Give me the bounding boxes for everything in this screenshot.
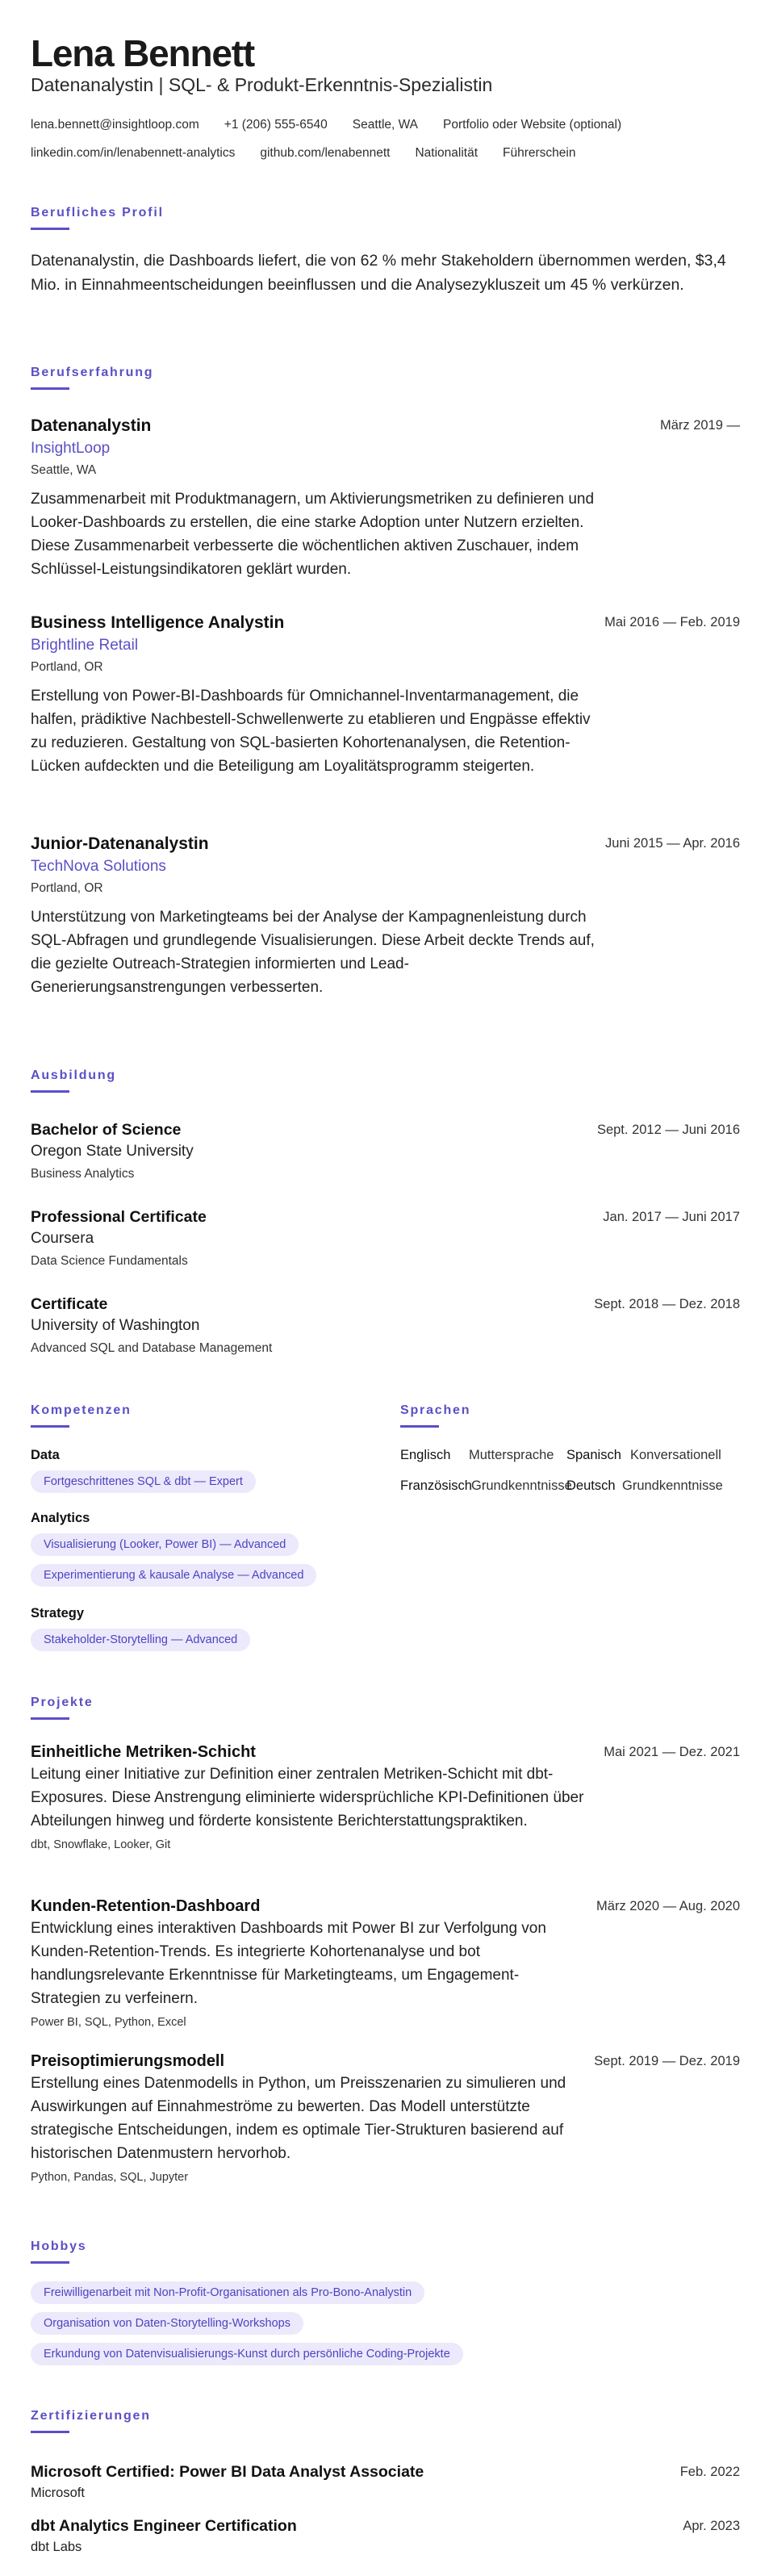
- skill-category: Analytics: [31, 1511, 90, 1525]
- project-entry: [31, 1742, 740, 1853]
- job-location: Portland, OR: [31, 660, 103, 674]
- education-dates: Sept. 2012 — Juni 2016: [596, 1123, 740, 1137]
- contact-email[interactable]: lena.bennett@insightloop.com: [31, 118, 199, 132]
- job-company: Brightline Retail: [31, 637, 139, 654]
- job-description: Erstellung von Power-BI-Dashboards für Omnichannel-Inventarmanagement, die halfen, prädiktive Nachbestell-Schwellenwerte zu etablieren und Engpässe effektiv zu reduzieren. Gestaltung von SQL-basierten Kohortenanalysen, die Retention-Lücken aufdeckten und die Beteiligung am Loyalitätsprogramm steigerten.: [31, 688, 591, 775]
- job-dates: Juni 2015 — Apr. 2016: [605, 836, 740, 851]
- experience-entry: [31, 833, 740, 999]
- project-tech-stack: Python, Pandas, SQL, Jupyter: [31, 2171, 189, 2184]
- certification-title: Microsoft Certified: Power BI Data Analyst Associate: [31, 2463, 424, 2481]
- project-dates: Mai 2021 — Dez. 2021: [604, 1745, 740, 1759]
- section-divider: [31, 387, 69, 390]
- project-tech-stack: Power BI, SQL, Python, Excel: [31, 2016, 186, 2029]
- certification-issuer: Microsoft: [31, 2486, 85, 2500]
- job-company: InsightLoop: [31, 440, 111, 457]
- contact-drivers-license: Führerschein: [503, 146, 576, 160]
- section-title-profile: Berufliches Profil: [31, 206, 164, 220]
- job-location: Seattle, WA: [31, 463, 97, 477]
- project-description: Entwicklung eines interaktiven Dashboards mit Power BI zur Verfolgung von Kunden-Retention-Trends. Es integrierte Kohortenanalyse und bot handlungsrelevante Erkenntnisse für Marketingteams, um Engagement-Strategien zu verfeinern.: [31, 1920, 546, 2007]
- section-title-projects: Projekte: [31, 1696, 94, 1709]
- job-description: Unterstützung von Marketingteams bei der Analyse der Kampagnenleistung durch SQL-Abfragen und grundlegende Visualisierungen. Diese Arbeit deckte Trends auf, die gezielte Outreach-Strategien informierten und Lead-Generierungsanstrengungen verbesserten.: [31, 909, 595, 996]
- section-title-hobbies: Hobbys: [31, 2239, 87, 2253]
- education-field: Business Analytics: [31, 1167, 135, 1181]
- candidate-name: Lena Bennett: [31, 32, 254, 74]
- education-dates: Sept. 2018 — Dez. 2018: [594, 1297, 740, 1311]
- contact-portfolio[interactable]: Portfolio oder Website (optional): [443, 118, 622, 132]
- job-description: Zusammenarbeit mit Produktmanagern, um Aktivierungsmetriken zu definieren und Looker-Dashboards zu erstellen, die eine starke Adoption unter Nutzern erzielten. Diese Zusammenarbeit verbesserte die wöchentlichen aktiven Zuschauer, indem Schlüssel-Leistungsindikatoren geklärt wurden.: [31, 491, 595, 578]
- skill-category: Data: [31, 1448, 60, 1462]
- skill-category: Strategy: [31, 1606, 85, 1620]
- education-entry: [31, 1206, 740, 1270]
- experience-entry: [31, 612, 740, 778]
- language-name: Spanisch: [566, 1448, 621, 1462]
- experience-entry: [31, 415, 740, 581]
- certification-entry: [31, 2515, 740, 2556]
- job-title: Business Intelligence Analystin: [31, 613, 285, 632]
- education-institution: Coursera: [31, 1230, 94, 1247]
- language-name: Französisch: [400, 1478, 472, 1493]
- education-degree: Bachelor of Science: [31, 1121, 182, 1139]
- certification-date: Apr. 2023: [683, 2519, 740, 2533]
- project-description: Leitung einer Initiative zur Definition einer zentralen Metriken-Schicht mit dbt-Exposures. Diese Anstrengung eliminierte widersprüchliche KPI-Definitionen über Abteilungen hinweg und förderte konsistente Berichterstattungspraktiken.: [31, 1766, 584, 1830]
- project-entry: [31, 2051, 740, 2185]
- hobby-pill: Freiwilligenarbeit mit Non-Profit-Organisationen als Pro-Bono-Analystin: [31, 2281, 424, 2304]
- contact-row-2: [31, 145, 601, 161]
- skill-pill: Fortgeschrittenes SQL & dbt — Expert: [31, 1470, 256, 1493]
- language-level: Grundkenntnisse: [471, 1478, 572, 1493]
- education-institution: Oregon State University: [31, 1143, 194, 1160]
- education-institution: University of Washington: [31, 1317, 200, 1334]
- section-divider: [31, 2261, 69, 2264]
- section-divider: [31, 2431, 69, 2433]
- certification-issuer: dbt Labs: [31, 2540, 82, 2554]
- hobby-pill: Erkundung von Datenvisualisierungs-Kunst durch persönliche Coding-Projekte: [31, 2343, 463, 2365]
- language-name: Englisch: [400, 1448, 451, 1462]
- project-dates: Sept. 2019 — Dez. 2019: [594, 2054, 740, 2068]
- language-level: Grundkenntnisse: [622, 1478, 723, 1493]
- certification-entry: [31, 2461, 740, 2502]
- language-level: Konversationell: [630, 1448, 721, 1462]
- candidate-headline: Datenanalystin | SQL- & Produkt-Erkenntnis-Spezialistin: [31, 74, 493, 95]
- contact-github[interactable]: github.com/lenabennett: [260, 146, 391, 160]
- section-divider: [31, 1717, 69, 1720]
- project-entry: [31, 1896, 740, 2030]
- job-location: Portland, OR: [31, 881, 103, 895]
- contact-nationality: Nationalität: [415, 146, 479, 160]
- section-title-experience: Berufserfahrung: [31, 366, 154, 379]
- skill-pill: Stakeholder-Storytelling — Advanced: [31, 1629, 250, 1651]
- project-description: Erstellung eines Datenmodells in Python, um Preisszenarien zu simulieren und Auswirkungen auf Einnahmeströme zu bewerten. Das Modell unterstützte strategische Entscheidungen, indem es optimale Tier-Strukturen basierend auf historischen Datenmustern hervorhob.: [31, 2075, 566, 2162]
- section-divider: [31, 1425, 69, 1428]
- education-field: Data Science Fundamentals: [31, 1254, 188, 1268]
- skill-pill: Visualisierung (Looker, Power BI) — Advanced: [31, 1533, 299, 1556]
- section-divider: [400, 1425, 439, 1428]
- section-title-skills: Kompetenzen: [31, 1403, 132, 1417]
- job-dates: März 2019 —: [659, 418, 740, 433]
- contact-location: Seattle, WA: [352, 118, 419, 132]
- project-title: Preisoptimierungsmodell: [31, 2052, 225, 2070]
- project-title: Einheitliche Metriken-Schicht: [31, 1743, 256, 1761]
- job-company: TechNova Solutions: [31, 858, 166, 875]
- project-title: Kunden-Retention-Dashboard: [31, 1897, 261, 1915]
- certification-title: dbt Analytics Engineer Certification: [31, 2517, 297, 2535]
- contact-row-1: [31, 117, 646, 133]
- education-entry: [31, 1119, 740, 1183]
- certification-date: Feb. 2022: [679, 2465, 740, 2479]
- hobby-pill: Organisation von Daten-Storytelling-Workshops: [31, 2312, 303, 2335]
- section-title-certifications: Zertifizierungen: [31, 2409, 151, 2423]
- language-level: Muttersprache: [469, 1448, 554, 1462]
- education-degree: Professional Certificate: [31, 1208, 207, 1226]
- contact-phone[interactable]: +1 (206) 555-6540: [224, 118, 328, 132]
- contact-linkedin[interactable]: linkedin.com/in/lenabennett-analytics: [31, 146, 236, 160]
- education-field: Advanced SQL and Database Management: [31, 1341, 273, 1355]
- section-divider: [31, 1090, 69, 1093]
- section-divider: [31, 228, 69, 230]
- education-entry: [31, 1294, 740, 1357]
- education-dates: Jan. 2017 — Juni 2017: [603, 1210, 740, 1224]
- language-name: Deutsch: [566, 1478, 616, 1493]
- job-dates: Mai 2016 — Feb. 2019: [604, 615, 740, 629]
- project-dates: März 2020 — Aug. 2020: [596, 1899, 740, 1913]
- section-title-languages: Sprachen: [400, 1403, 471, 1417]
- job-title: Junior-Datenanalystin: [31, 834, 209, 853]
- project-tech-stack: dbt, Snowflake, Looker, Git: [31, 1838, 171, 1851]
- section-title-education: Ausbildung: [31, 1068, 116, 1082]
- profile-summary: Datenanalystin, die Dashboards liefert, die von 62 % mehr Stakeholdern übernommen werden, $3,4 Mio. in Einnahmeentscheidungen beeinflussen und die Analysezykluszeit um 45 % verkürzen.: [31, 252, 726, 294]
- job-title: Datenanalystin: [31, 416, 152, 435]
- education-degree: Certificate: [31, 1295, 108, 1313]
- skill-pill: Experimentierung & kausale Analyse — Advanced: [31, 1564, 316, 1587]
